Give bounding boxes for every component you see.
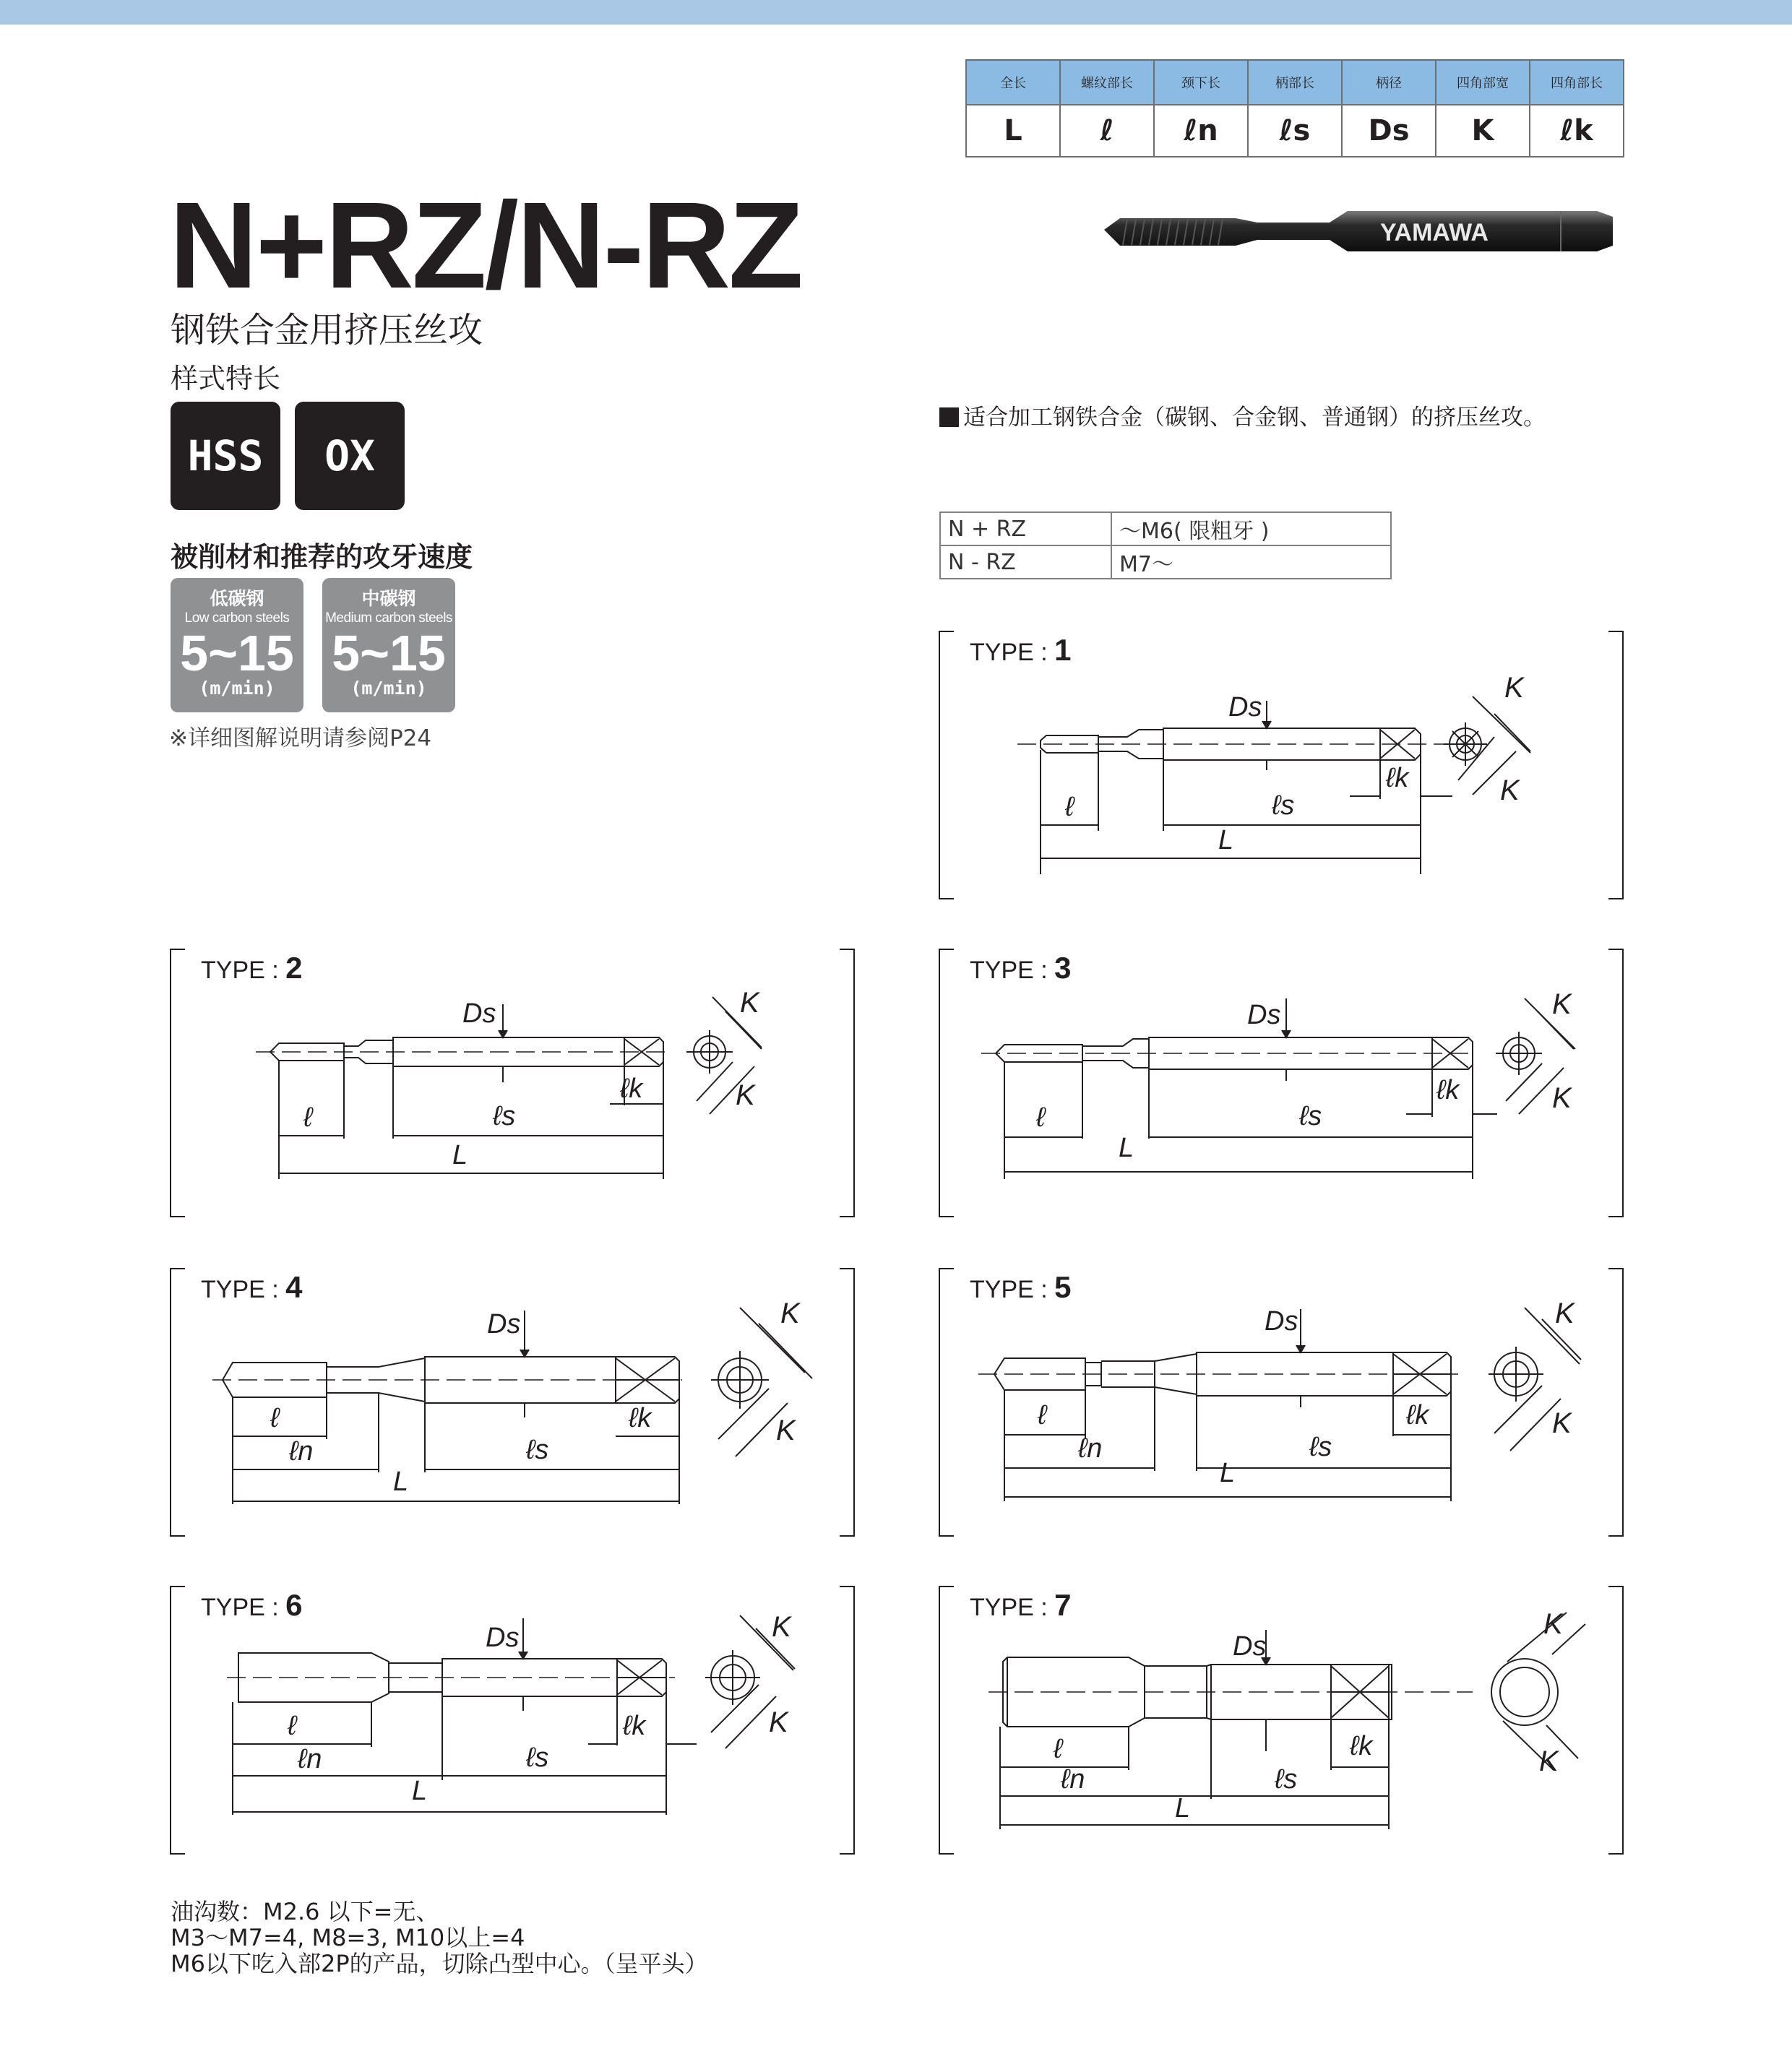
dim-K-label: K: [1552, 988, 1572, 1020]
product-description: [939, 399, 1546, 431]
speed-range: 5~15: [332, 625, 446, 681]
dim-l-label: ℓ: [288, 1711, 297, 1741]
type-number: 1: [1054, 633, 1072, 667]
dim-K-label: K: [1504, 672, 1524, 704]
dim-lk-label: ℓk: [1350, 1731, 1373, 1761]
heading-overall-length: 全长: [966, 60, 1060, 105]
range-model: N + RZ: [940, 512, 1111, 545]
dim-L-label: L: [1119, 1133, 1134, 1163]
product-title: N+RZ/N-RZ: [169, 177, 801, 314]
speed-range: 5~15: [180, 625, 294, 681]
dim-ln-label: ℓn: [289, 1436, 314, 1467]
features-label: 样式特长: [171, 363, 281, 394]
dim-K-label: K: [1539, 1745, 1559, 1777]
dim-l-label: ℓ: [1065, 792, 1074, 822]
symbol-l: ℓ: [1060, 105, 1154, 157]
tap-product-image: [1098, 201, 1619, 266]
speed-heading: 被削材和推荐的攻牙速度: [171, 541, 473, 573]
dim-K-label: K: [780, 1298, 800, 1329]
dim-K-label: K: [776, 1415, 796, 1446]
dim-l-label: ℓ: [303, 1102, 313, 1133]
dim-l-label: ℓ: [1054, 1734, 1063, 1764]
range-model: N - RZ: [940, 545, 1111, 579]
symbol-L: L: [966, 105, 1060, 157]
description-text: 适合加工钢铁合金（碳钢、合金钢、普通钢）的挤压丝攻。: [963, 405, 1546, 431]
top-color-bar: [0, 0, 1792, 25]
tap-brand-text: YAMAWA: [1380, 219, 1489, 246]
dim-Ds-label: Ds: [487, 1309, 521, 1339]
dim-Ds-label: Ds: [1228, 692, 1262, 722]
speed-box-medium-carbon: [322, 578, 455, 712]
heading-shank-diameter: 柄径: [1342, 60, 1436, 105]
type-1-diagram: [938, 629, 1624, 900]
table-row: [940, 545, 1391, 579]
dim-lk-label: ℓk: [629, 1403, 652, 1433]
detail-reference-note: ※详细图解说明请参阅P24: [169, 725, 432, 751]
footer-line: 油沟数：M2.6 以下=无、: [171, 1898, 439, 1925]
footer-line: M3～M7=4, M8=3, M10以上=4: [171, 1924, 525, 1951]
heading-shank-length: 柄部长: [1248, 60, 1342, 105]
dim-K-label: K: [740, 987, 759, 1019]
dim-K-label: K: [769, 1706, 788, 1738]
dim-Ds-label: Ds: [1265, 1306, 1298, 1337]
dim-Ds-label: Ds: [1233, 1631, 1267, 1662]
type-number: 2: [285, 951, 303, 985]
speed-box-low-carbon: [171, 578, 303, 712]
type-3-panel: [938, 946, 1624, 1218]
footer-notes: [171, 1899, 708, 1977]
dim-K-label: K: [1552, 1082, 1572, 1114]
type-label: TYPE : 2: [201, 951, 303, 985]
dim-ls-label: ℓs: [526, 1435, 549, 1465]
type-6-panel: [169, 1584, 856, 1855]
type-5-panel: [938, 1266, 1624, 1537]
dim-L-label: L: [1175, 1793, 1191, 1823]
dim-K-label: K: [772, 1611, 791, 1643]
dim-Ds-label: Ds: [486, 1623, 520, 1653]
dim-ls-label: ℓs: [1275, 1764, 1298, 1795]
dim-L-label: L: [1220, 1458, 1236, 1488]
type-4-diagram: [169, 1266, 856, 1537]
dim-l-label: ℓ: [1038, 1400, 1047, 1430]
type-4-panel: [169, 1266, 856, 1537]
dim-lk-label: ℓk: [1386, 763, 1409, 793]
speed-unit: (m/min): [350, 678, 427, 699]
dim-l-label: ℓ: [270, 1403, 280, 1433]
dim-ln-label: ℓn: [1078, 1433, 1103, 1464]
dim-l-label: ℓ: [1036, 1102, 1046, 1133]
dim-ln-label: ℓn: [298, 1744, 322, 1774]
type-7-panel: [938, 1584, 1624, 1855]
type-7-diagram: [938, 1584, 1624, 1855]
size-range-table: [939, 511, 1392, 579]
dim-K-label: K: [1500, 774, 1520, 806]
speed-material-en: Medium carbon steels: [325, 610, 452, 626]
symbol-lk: ℓk: [1530, 105, 1624, 157]
dim-L-label: L: [412, 1776, 428, 1806]
type-number: 4: [285, 1270, 303, 1304]
symbol-ls: ℓs: [1248, 105, 1342, 157]
product-subtitle: 钢铁合金用挤压丝攻: [171, 310, 483, 350]
dim-lk-label: ℓk: [620, 1074, 643, 1104]
type-2-panel: [169, 946, 856, 1218]
speed-material: 低碳钢: [210, 588, 264, 609]
dim-ls-label: ℓs: [1272, 790, 1295, 821]
type-number: 5: [1054, 1270, 1072, 1304]
type-3-diagram: [938, 946, 1624, 1218]
dim-L-label: L: [393, 1467, 409, 1497]
heading-square-width: 四角部宽: [1436, 60, 1530, 105]
type-1-panel: [938, 629, 1624, 900]
dim-L-label: L: [1218, 825, 1234, 855]
hss-badge: HSS: [171, 402, 280, 510]
dim-Ds-label: Ds: [462, 998, 496, 1029]
dim-L-label: L: [452, 1140, 468, 1170]
dim-K-label: K: [1543, 1608, 1563, 1640]
type-label: TYPE : 6: [201, 1588, 303, 1622]
speed-unit: (m/min): [199, 678, 275, 699]
table-row: [940, 512, 1391, 545]
symbol-Ds: Ds: [1342, 105, 1436, 157]
bullet-square-icon: [939, 407, 959, 427]
type-label: TYPE : 7: [970, 1588, 1072, 1622]
dim-lk-label: ℓk: [1436, 1075, 1460, 1105]
speed-material: 中碳钢: [361, 588, 416, 609]
symbol-K: K: [1436, 105, 1530, 157]
dim-K-label: K: [1555, 1298, 1575, 1329]
dim-lk-label: ℓk: [623, 1711, 646, 1741]
type-label: TYPE : 4: [201, 1270, 303, 1304]
dimension-symbol-table: [965, 59, 1624, 157]
range-value: M7～: [1111, 545, 1391, 579]
type-number: 6: [285, 1588, 303, 1622]
heading-neck-length: 颈下长: [1154, 60, 1248, 105]
heading-thread-length: 螺纹部长: [1060, 60, 1154, 105]
type-label: TYPE : 5: [970, 1270, 1072, 1304]
dim-lk-label: ℓk: [1406, 1400, 1429, 1430]
type-label: TYPE : 1: [970, 633, 1072, 667]
dim-K-label: K: [1552, 1407, 1572, 1439]
type-number: 3: [1054, 951, 1072, 985]
type-label: TYPE : 3: [970, 951, 1072, 985]
dim-ls-label: ℓs: [493, 1101, 516, 1131]
speed-material-en: Low carbon steels: [184, 610, 290, 626]
dim-ln-label: ℓn: [1061, 1764, 1085, 1795]
dim-ls-label: ℓs: [1309, 1432, 1332, 1462]
ox-badge: OX: [295, 402, 405, 510]
footer-line: M6以下吃入部2P的产品，切除凸型中心。（呈平头）: [171, 1950, 708, 1977]
type-number: 7: [1054, 1588, 1072, 1622]
dim-Ds-label: Ds: [1247, 1000, 1281, 1030]
symbol-ln: ℓn: [1154, 105, 1248, 157]
dim-K-label: K: [736, 1079, 755, 1111]
heading-square-length: 四角部长: [1530, 60, 1624, 105]
dim-ls-label: ℓs: [1299, 1101, 1322, 1131]
range-value: ～M6( 限粗牙 ): [1111, 512, 1391, 545]
dim-ls-label: ℓs: [526, 1743, 549, 1773]
